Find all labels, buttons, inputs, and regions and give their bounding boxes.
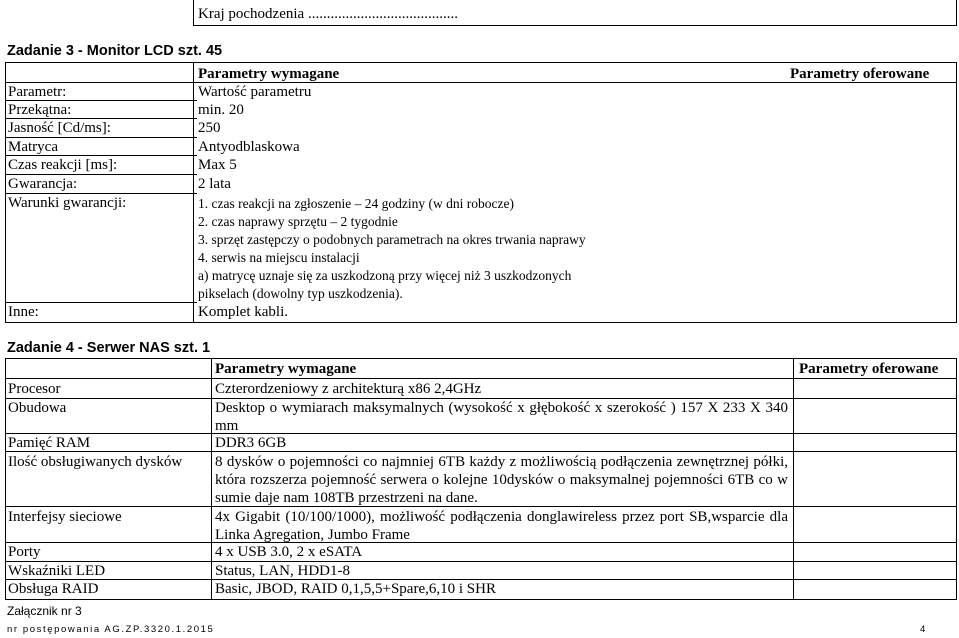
task4-row-value: 8 dysków o pojemności co najmniej 6TB każdy z możliwością podłączenia zewnętrznej półki, która rozszerza pojemność serwera o kolejne 10dysków o maksymalnej pojemności 6TB co w sumie daje nam 108TB przestrzeni na dane. xyxy=(215,454,788,506)
task4-row-value: 4 x USB 3.0, 2 x eSATA xyxy=(215,544,363,560)
case-reference: nr postępowania AG.ZP.3320.1.2015 xyxy=(7,624,215,635)
task4-column-divider xyxy=(793,358,794,599)
warranty-item: 1. czas reakcji na zgłoszenie – 24 godziny (w dni robocze) xyxy=(198,196,514,211)
task4-row-value: Basic, JBOD, RAID 0,1,5,5+Spare,6,10 i SHR xyxy=(215,581,496,597)
top-left-border xyxy=(193,0,194,26)
warranty-item: a) matrycę uznaje się za uszkodzoną przy więcej niż 3 uszkodzonych xyxy=(198,268,572,283)
task4-bottom-border xyxy=(5,599,957,600)
country-of-origin-label: Kraj pochodzenia ........................................ xyxy=(198,6,458,22)
task3-title: Zadanie 3 - Monitor LCD szt. 45 xyxy=(7,43,223,59)
task4-row-value: Status, LAN, HDD1-8 xyxy=(215,563,350,579)
task3-row-value: min. 20 xyxy=(198,102,244,118)
task3-row-label: Czas reakcji [ms]: xyxy=(8,157,118,173)
task4-row-label: Porty xyxy=(8,544,41,560)
task3-row-label: Przekątna: xyxy=(8,102,72,118)
task4-row-value: Desktop o wymiarach maksymalnych (wysokość x głębokość x szerokość ) 157 X 233 X 340 mm xyxy=(215,400,788,434)
task4-row-label: Interfejsy sieciowe xyxy=(8,509,122,525)
task4-row-label: Obsługa RAID xyxy=(8,581,99,597)
task3-right-border xyxy=(956,62,957,322)
task3-row-label: Matryca xyxy=(8,139,58,155)
task3-row-label: Inne: xyxy=(8,304,39,320)
task3-required-header: Parametry wymagane xyxy=(198,66,340,82)
task3-left-border xyxy=(5,62,6,322)
task3-row-value: Max 5 xyxy=(198,157,237,173)
task4-row-value: Czterordzeniowy z architekturą x86 2,4GHz xyxy=(215,381,482,397)
task4-row-label: Pamięć RAM xyxy=(8,435,91,451)
task4-row-label: Procesor xyxy=(8,381,61,397)
task4-row-line xyxy=(5,378,957,379)
task4-row-line xyxy=(5,451,957,452)
task4-column-divider xyxy=(211,358,212,599)
task3-row-value: Antyodblaskowa xyxy=(198,139,300,155)
task4-row-value: 4x Gigabit (10/100/1000), możliwość podłączenia donglawireless przez port SB,wsparcie dla Linka Agregation, Jumbo Frame xyxy=(215,509,788,543)
task4-offered-header: Parametry oferowane xyxy=(799,361,939,377)
top-bottom-border xyxy=(193,25,957,26)
task3-row-value: Komplet kabli. xyxy=(198,304,288,320)
task4-row-label: Wskaźniki LED xyxy=(8,563,106,579)
task3-column-divider xyxy=(193,62,194,322)
top-right-border xyxy=(956,0,957,26)
task3-row-value: 250 xyxy=(198,120,221,136)
warranty-item: pikselach (dowolny typ uszkodzenia). xyxy=(198,286,403,301)
attachment-label: Załącznik nr 3 xyxy=(7,604,82,618)
task4-row-label: Ilość obsługiwanych dysków xyxy=(8,454,183,470)
task3-offered-header: Parametry oferowane xyxy=(790,66,930,82)
task3-row-value: Wartość parametru xyxy=(198,84,312,100)
task4-required-header: Parametry wymagane xyxy=(215,361,357,377)
task3-row-value: 2 lata xyxy=(198,176,231,192)
task4-top-border xyxy=(5,358,957,359)
task3-row-label: Warunki gwarancji: xyxy=(8,195,127,211)
task4-row-value: DDR3 6GB xyxy=(215,435,287,451)
task3-top-border xyxy=(5,62,957,63)
task3-row-line xyxy=(5,82,957,83)
task3-row-label: Gwarancja: xyxy=(8,176,78,192)
task4-row-label: Obudowa xyxy=(8,400,67,416)
page-number: 4 xyxy=(920,624,926,635)
warranty-item: 3. sprzęt zastępczy o podobnych parametrach na okres trwania naprawy xyxy=(198,232,586,247)
task4-left-border xyxy=(5,358,6,599)
task3-bottom-border xyxy=(5,322,957,323)
task4-title: Zadanie 4 - Serwer NAS szt. 1 xyxy=(7,340,211,356)
task4-right-border xyxy=(956,358,957,599)
task3-row-label: Jasność [Cd/ms]: xyxy=(8,120,111,136)
task4-row-line xyxy=(5,561,957,562)
warranty-item: 4. serwis na miejscu instalacji xyxy=(198,250,360,265)
warranty-item: 2. czas naprawy sprzętu – 2 tygodnie xyxy=(198,214,398,229)
task3-row-label: Parametr: xyxy=(8,84,67,100)
